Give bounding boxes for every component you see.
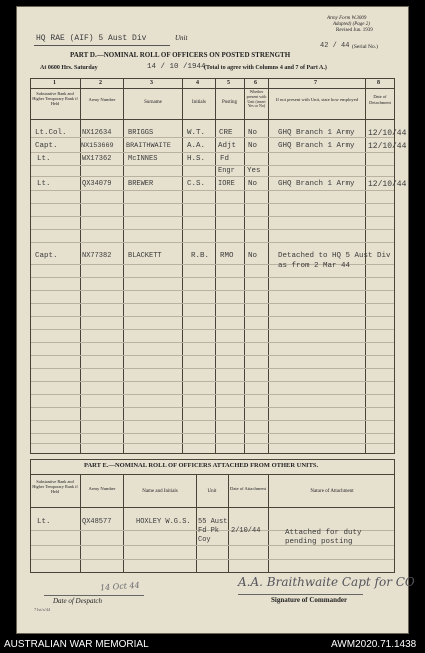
header-present: Whether present with Unit (insert Yes or No) xyxy=(246,89,267,109)
unit-label: Unit xyxy=(175,34,188,42)
part-e-header-date: Date of Attachment xyxy=(230,486,266,491)
ruled-line xyxy=(31,242,394,243)
cell-employed: GHQ Branch 1 Army xyxy=(278,129,355,137)
ruled-line xyxy=(31,394,394,395)
ruled-line xyxy=(31,420,394,421)
cell-nature-line2: pending posting xyxy=(285,538,353,546)
col-number-7: 7 xyxy=(314,80,317,86)
cell-posting: RMO xyxy=(220,252,234,260)
cell-initials: R.B. xyxy=(191,252,210,260)
header-detachment-date: Date of Detachment xyxy=(369,94,391,105)
cell-present: Yes xyxy=(247,167,261,175)
col-divider-1 xyxy=(80,78,81,454)
col-divider-4 xyxy=(215,78,216,454)
ruled-line xyxy=(31,165,394,166)
cell-present: No xyxy=(248,129,258,137)
unit-underline xyxy=(34,45,170,46)
part-d-header-bottom-border xyxy=(30,119,394,120)
unit-value: HQ RAE (AIF) 5 Aust Div xyxy=(36,34,147,43)
part-e-header-army-number: Army Number xyxy=(88,486,116,491)
archive-footer xyxy=(0,637,425,653)
ruled-line xyxy=(31,316,394,317)
cell-initials: H.S. xyxy=(187,155,206,163)
part-d-number-row-border xyxy=(30,88,394,89)
printer-mark: 71st/s/44 xyxy=(34,607,51,612)
cell-army-number: NX12634 xyxy=(82,129,112,137)
part-d-bottom-border xyxy=(30,453,394,454)
signature-underline xyxy=(238,594,363,595)
cell-army-number: NX153669 xyxy=(81,142,114,150)
part-d-agree-text: (Total to agree with Columns 4 and 7 of Part A.) xyxy=(204,65,327,71)
part-d-date: 14 / 10 /1944 xyxy=(147,63,206,71)
cell-unit-line2: Fd Pk xyxy=(198,527,220,535)
cell-army-number: QX34079 xyxy=(82,180,112,188)
ruled-line xyxy=(31,443,394,444)
serial-value: 42 / 44 xyxy=(320,42,350,50)
col-number-2: 2 xyxy=(99,80,102,86)
part-e-header-rank: Substantive Rank and Higher Temporary Rank if Held xyxy=(32,479,78,494)
part-e-header-name: Name and Initials xyxy=(142,489,178,494)
cell-posting: IORE xyxy=(218,180,235,188)
cell-initials: W.T. xyxy=(187,129,206,137)
header-initials: Initials xyxy=(192,100,206,105)
ruled-line xyxy=(31,277,394,278)
cell-nature-line1: Attached for duty xyxy=(285,529,362,537)
header-surname: Surname xyxy=(144,100,162,105)
col-number-5: 5 xyxy=(227,80,230,86)
ruled-line xyxy=(31,329,394,330)
commander-signature: A.A. Braithwaite Capt for CO xyxy=(238,575,415,589)
ruled-line xyxy=(31,303,394,304)
col-divider-6 xyxy=(268,78,269,454)
ruled-line xyxy=(31,355,394,356)
part-e-bottom-border xyxy=(30,572,394,573)
part-d-top-border xyxy=(30,78,394,79)
ruled-line xyxy=(31,152,394,153)
cell-posting: Fd xyxy=(220,155,230,163)
col-number-6: 6 xyxy=(254,80,257,86)
form-id-line2: Adapted) (Page 2) xyxy=(333,22,370,27)
cell-date: 2/10/44 xyxy=(231,527,261,535)
cell-army-number: WX17362 xyxy=(82,155,112,163)
col-divider-5 xyxy=(244,78,245,454)
part-d-title: PART D.—NOMINAL ROLL OF OFFICERS ON POSTED STRENGTH xyxy=(70,51,291,59)
ruled-line xyxy=(31,342,394,343)
cell-rank: Capt. xyxy=(35,252,58,260)
cell-date: 12/10/44 xyxy=(368,180,407,189)
cell-initials: C.S. xyxy=(187,180,206,188)
cell-surname: BRAITHWAITE xyxy=(126,142,171,150)
ruled-line xyxy=(31,290,394,291)
ruled-line xyxy=(31,229,394,230)
ruled-line xyxy=(31,216,394,217)
ruled-line xyxy=(31,137,394,138)
footer-accession-number: AWM2020.71.1438 xyxy=(331,639,417,650)
part-e-title-border xyxy=(30,474,394,475)
cell-army-number: NX77382 xyxy=(82,252,112,260)
col-number-8: 8 xyxy=(377,80,380,86)
col-divider-3 xyxy=(182,78,183,454)
col-number-1: 1 xyxy=(53,80,56,86)
part-d-at-text: At 0600 Hrs. Saturday xyxy=(40,65,98,71)
cell-posting: Adjt xyxy=(218,142,237,150)
part-e-header-bottom-border xyxy=(30,507,394,508)
cell-surname: McINNES xyxy=(128,155,158,163)
col-number-3: 3 xyxy=(150,80,153,86)
signature-label: Signature of Commander xyxy=(271,596,348,604)
cell-present: No xyxy=(248,252,258,260)
part-e-header-unit: Unit xyxy=(207,489,217,494)
cell-initials: A.A. xyxy=(187,142,206,150)
cell-employed: GHQ Branch 1 Army xyxy=(278,142,355,150)
cell-rank: Capt. xyxy=(35,142,58,150)
cell-employed: Detached to HQ 5 Aust Div xyxy=(278,252,391,260)
cell-present: No xyxy=(248,142,258,150)
part-d-left-border xyxy=(30,78,31,454)
cell-rank: Lt. xyxy=(37,155,51,163)
ruled-line xyxy=(31,190,394,191)
ruled-line xyxy=(31,559,394,560)
footer-institution: AUSTRALIAN WAR MEMORIAL xyxy=(4,639,149,650)
ruled-line xyxy=(31,407,394,408)
part-e-title: PART E.—NOMINAL ROLL OF OFFICERS ATTACHED FROM OTHER UNITS. xyxy=(84,462,319,469)
part-e-left-border xyxy=(30,459,31,573)
form-id-line1: Army Form W.3009 xyxy=(327,16,367,21)
part-e-right-border xyxy=(394,459,395,573)
col-divider-7 xyxy=(365,78,366,454)
cell-employed: GHQ Branch 1 Army xyxy=(278,180,355,188)
cell-rank: Lt.Col. xyxy=(35,129,67,137)
part-e-top-border xyxy=(30,459,394,460)
cell-surname: BRIGGS xyxy=(128,129,154,137)
cell-rank: Lt. xyxy=(37,518,51,526)
ruled-line xyxy=(31,368,394,369)
ruled-line xyxy=(31,381,394,382)
cell-date: 12/10/44 xyxy=(368,142,407,151)
ruled-line xyxy=(31,203,394,204)
serial-label: (Serial No.) xyxy=(352,44,378,50)
cell-army-number: QX48577 xyxy=(82,518,112,526)
cell-posting: CRE xyxy=(219,129,233,137)
despatch-label: Date of Despatch xyxy=(53,597,102,605)
cell-name: HOXLEY W.G.S. xyxy=(136,518,191,526)
part-e-header-nature: Nature of Attachment xyxy=(310,489,354,494)
col-number-4: 4 xyxy=(196,80,199,86)
col-divider-2 xyxy=(123,78,124,454)
ruled-line xyxy=(31,433,394,434)
header-army-number: Army Number xyxy=(88,97,116,102)
cell-surname: BLACKETT xyxy=(128,252,162,260)
cell-present: No xyxy=(248,180,258,188)
header-posting: Posting xyxy=(221,100,237,105)
header-rank: Substantive Rank and Higher Temporary Rank if Held xyxy=(32,91,78,106)
cell-unit-line1: 55 Aust xyxy=(198,518,228,526)
form-id-line3: Revised Jun. 1939 xyxy=(336,28,373,33)
despatch-underline xyxy=(44,595,144,596)
cell-rank: Lt. xyxy=(37,180,51,188)
cell-unit-line3: Coy xyxy=(198,536,211,544)
header-employed: If not present with Unit, state how employed xyxy=(275,97,359,102)
cell-employed: as from 2 Mar 44 xyxy=(278,262,351,270)
cell-posting: Engr xyxy=(218,167,235,175)
cell-surname: BREWER xyxy=(128,180,154,188)
despatch-date-handwritten: 14 Oct 44 xyxy=(99,580,140,593)
ruled-line xyxy=(31,176,394,177)
cell-date: 12/10/44 xyxy=(368,129,407,138)
